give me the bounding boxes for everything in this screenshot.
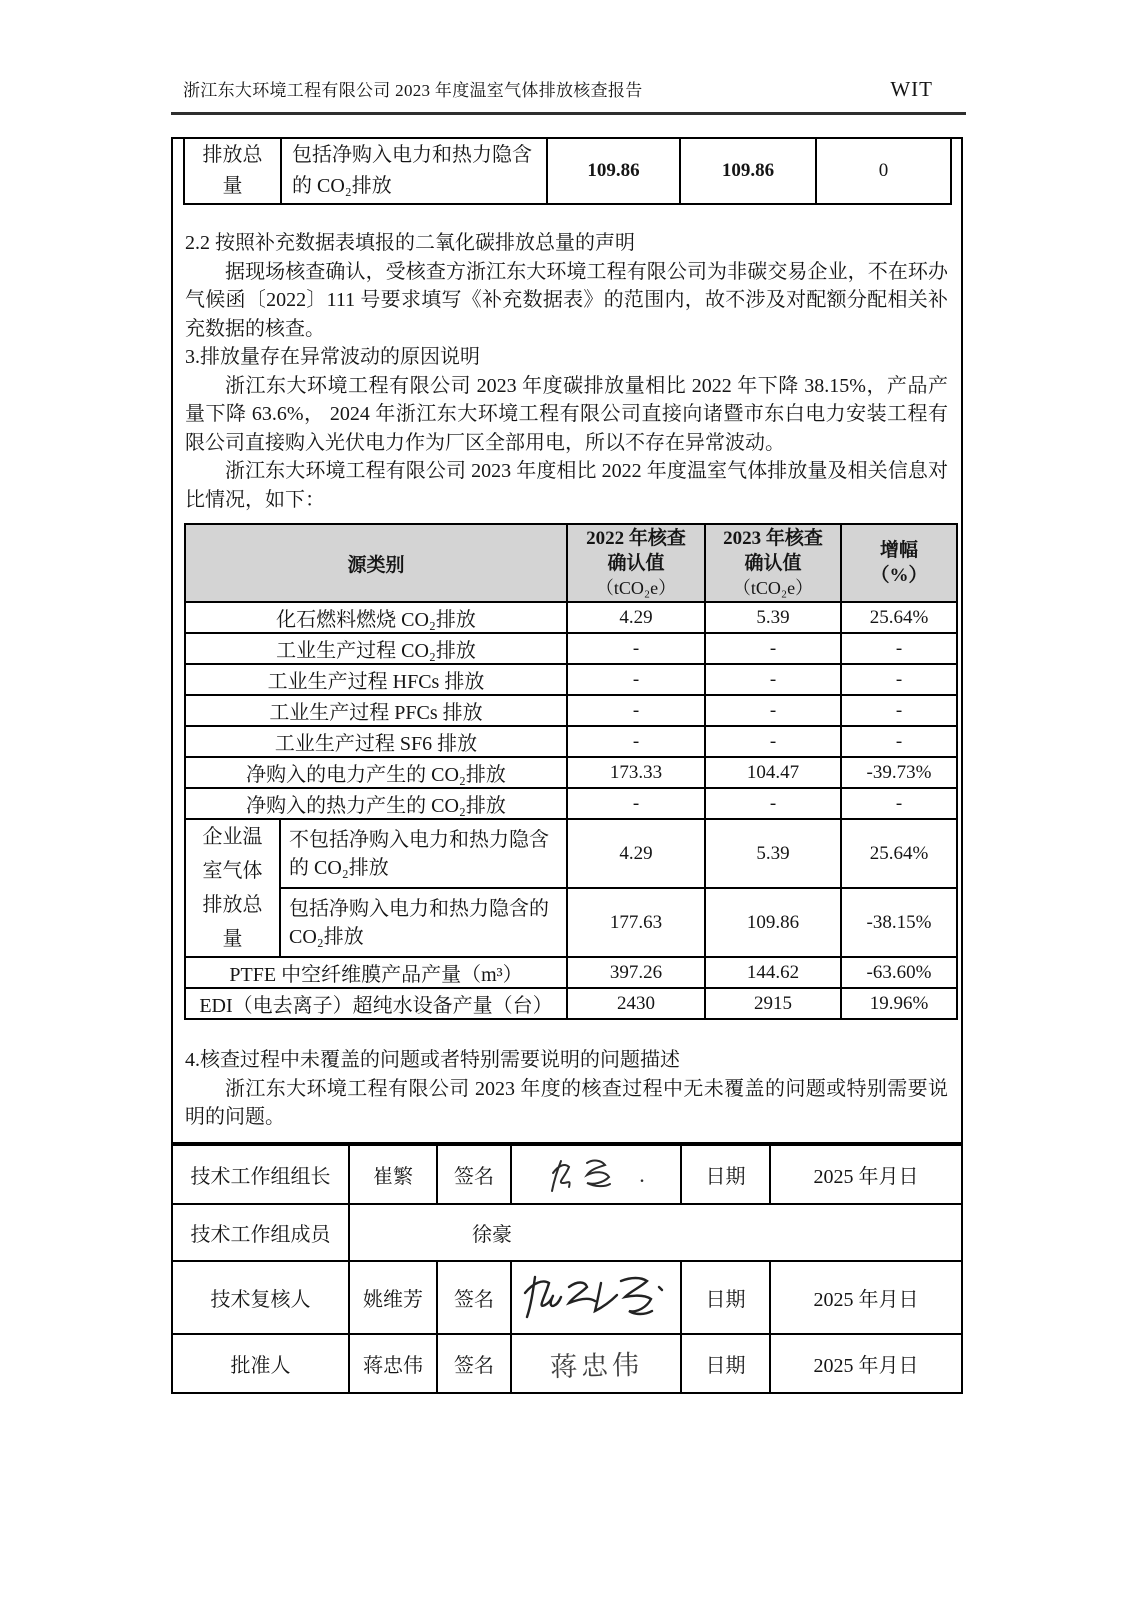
value-2022-cell: 173.33	[567, 757, 705, 788]
sign-label-cell: 签名	[437, 1334, 511, 1393]
sign-label-cell: 签名	[437, 1261, 511, 1334]
value-2023-cell: 5.39	[705, 819, 841, 888]
source-cell: PTFE 中空纤维膜产品产量（m³）	[185, 957, 567, 988]
source-cell: 净购入的电力产生的 CO₂排放	[185, 757, 567, 788]
emissions-comparison-table	[184, 523, 958, 1020]
wit-logo: WIT	[890, 77, 933, 101]
value-2023-cell: -	[705, 788, 841, 819]
value-2022-cell: -	[567, 633, 705, 664]
total-category-label: 排放总量	[202, 144, 263, 197]
change-cell: -	[841, 788, 957, 819]
table-row	[185, 757, 957, 788]
change-cell: -63.60%	[841, 957, 957, 988]
table-row	[185, 988, 957, 1019]
signature-cell	[511, 1261, 681, 1334]
source-cell: 包括净购入电力和热力隐含的 CO₂排放	[280, 888, 567, 957]
role-cell: 技术工作组组长	[172, 1144, 349, 1204]
section-2-2-paragraph: 据现场核查确认，受核查方浙江东大环境工程有限公司为非碳交易企业，不在环办气候函〔2022〕111 号要求填写《补充数据表》的范围内，故不涉及对配额分配相关补充数据的核查。	[185, 260, 948, 340]
value-2022-cell: -	[567, 695, 705, 726]
col-header-2023-unit: （tCO₂e）	[732, 577, 814, 598]
reviewer-signature-scribble	[521, 1267, 671, 1323]
source-cell: 不包括净购入电力和热力隐含的 CO₂排放	[280, 819, 567, 888]
value-2023-cell: 104.47	[705, 757, 841, 788]
change-cell: 19.96%	[841, 988, 957, 1019]
col-header-2022-line2: 确认值	[607, 552, 665, 574]
sign-label-cell: 签名	[437, 1144, 511, 1204]
group-label-cell	[185, 819, 280, 957]
value-2023-cell: 144.62	[705, 957, 841, 988]
value-2022-cell: 4.29	[567, 602, 705, 633]
total-change-value: 0	[816, 138, 951, 204]
value-2023-cell: -	[705, 726, 841, 757]
value-2023-cell: 2915	[705, 988, 841, 1019]
name-cell: 崔繁	[349, 1144, 437, 1204]
value-2022-cell: -	[567, 726, 705, 757]
col-header-change	[841, 524, 957, 602]
body-text	[185, 229, 948, 514]
value-2023-cell: -	[705, 695, 841, 726]
role-cell: 批准人	[172, 1334, 349, 1393]
value-2023-cell: 5.39	[705, 602, 841, 633]
approver-signature-handwriting: 蒋忠伟	[549, 1349, 643, 1383]
col-header-2022	[567, 524, 705, 602]
source-cell: EDI（电去离子）超纯水设备产量（台）	[185, 988, 567, 1019]
source-cell: 工业生产过程 SF6 排放	[185, 726, 567, 757]
change-cell: -38.15%	[841, 888, 957, 957]
section-4-paragraph: 浙江东大环境工程有限公司 2023 年度的核查过程中无未覆盖的问题或特别需要说明的问题。	[185, 1077, 948, 1128]
header-rule	[171, 112, 966, 115]
source-cell: 工业生产过程 HFCs 排放	[185, 664, 567, 695]
signature-table	[171, 1142, 963, 1394]
name-cell: 姚维芳	[349, 1261, 437, 1334]
table-row	[185, 633, 957, 664]
table-row	[172, 1144, 962, 1204]
table-row	[185, 695, 957, 726]
source-cell: 工业生产过程 CO₂排放	[185, 633, 567, 664]
date-cell: 2025 年月日	[770, 1334, 962, 1393]
value-2022-cell: 2430	[567, 988, 705, 1019]
table-row	[185, 726, 957, 757]
change-cell: -	[841, 664, 957, 695]
col-header-2023-line1: 2023 年核查	[723, 527, 823, 549]
value-2022-cell: 397.26	[567, 957, 705, 988]
table-row	[172, 1204, 962, 1261]
role-cell: 技术复核人	[172, 1261, 349, 1334]
table-row	[185, 602, 957, 633]
change-cell: -	[841, 633, 957, 664]
date-label-cell: 日期	[681, 1334, 770, 1393]
section-4-heading: 4.核查过程中未覆盖的问题或者特别需要说明的问题描述	[185, 1049, 680, 1071]
table-row	[185, 788, 957, 819]
source-cell: 化石燃料燃烧 CO₂排放	[185, 602, 567, 633]
total-2023-value: 109.86	[680, 138, 816, 204]
report-title: 浙江东大环境工程有限公司 2023 年度温室气体排放核查报告	[183, 81, 643, 100]
change-cell: 25.64%	[841, 819, 957, 888]
signature-cell	[511, 1144, 681, 1204]
section-3-paragraph-1: 浙江东大环境工程有限公司 2023 年度碳排放量相比 2022 年下降 38.15%，产品产量下降 63.6%， 2024 年浙江东大环境工程有限公司直接向诸暨市东白电力安装工程有限公司直接购入光伏电力作为厂区全部用电，所以不存在异常波动。	[185, 374, 948, 454]
total-category-cell	[184, 138, 281, 204]
members-cell: 徐豪	[349, 1204, 962, 1261]
change-cell: 25.64%	[841, 602, 957, 633]
table-row	[185, 957, 957, 988]
section-2-2-heading: 2.2 按照补充数据表填报的二氧化碳排放总量的声明	[185, 232, 635, 254]
section-3-heading: 3.排放量存在异常波动的原因说明	[185, 346, 480, 368]
leader-signature-scribble	[547, 1153, 633, 1197]
section-4	[185, 1046, 948, 1132]
col-header-source: 源类别	[185, 524, 567, 602]
source-cell: 工业生产过程 PFCs 排放	[185, 695, 567, 726]
value-2022-cell: -	[567, 664, 705, 695]
content-frame	[171, 137, 963, 1394]
value-2022-cell: 177.63	[567, 888, 705, 957]
value-2022-cell: -	[567, 788, 705, 819]
emissions-total-carryover-table	[183, 137, 952, 205]
col-header-2022-line1: 2022 年核查	[586, 527, 686, 549]
col-header-2023-line2: 确认值	[744, 552, 802, 574]
change-cell: -	[841, 726, 957, 757]
date-cell: 2025 年月日	[770, 1144, 962, 1204]
signature-dot: .	[639, 1161, 645, 1187]
table-row	[184, 138, 951, 204]
value-2023-cell: -	[705, 633, 841, 664]
date-label-cell: 日期	[681, 1261, 770, 1334]
page-header	[183, 76, 933, 102]
col-header-2022-unit: （tCO₂e）	[595, 577, 677, 598]
signature-cell	[511, 1334, 681, 1393]
total-desc-cell: 包括净购入电力和热力隐含的 CO₂排放	[281, 138, 547, 204]
change-cell: -	[841, 695, 957, 726]
table-row	[172, 1261, 962, 1334]
total-2022-value: 109.86	[547, 138, 680, 204]
name-cell: 蒋忠伟	[349, 1334, 437, 1393]
section-3-paragraph-2: 浙江东大环境工程有限公司 2023 年度相比 2022 年度温室气体排放量及相关信息对比情况，如下：	[185, 460, 948, 511]
value-2023-cell: -	[705, 664, 841, 695]
table-row	[185, 819, 957, 888]
date-label-cell: 日期	[681, 1144, 770, 1204]
change-cell: -39.73%	[841, 757, 957, 788]
source-cell: 净购入的热力产生的 CO₂排放	[185, 788, 567, 819]
date-cell: 2025 年月日	[770, 1261, 962, 1334]
table-row	[172, 1334, 962, 1393]
group-label: 企业温室气体排放总量	[202, 826, 263, 950]
table-header-row	[185, 524, 957, 602]
table-row	[185, 664, 957, 695]
col-header-change-line1: 增幅	[880, 540, 919, 561]
col-header-2023	[705, 524, 841, 602]
col-header-change-unit: （%）	[870, 565, 928, 586]
table-row	[185, 888, 957, 957]
role-cell: 技术工作组成员	[172, 1204, 349, 1261]
value-2022-cell: 4.29	[567, 819, 705, 888]
value-2023-cell: 109.86	[705, 888, 841, 957]
